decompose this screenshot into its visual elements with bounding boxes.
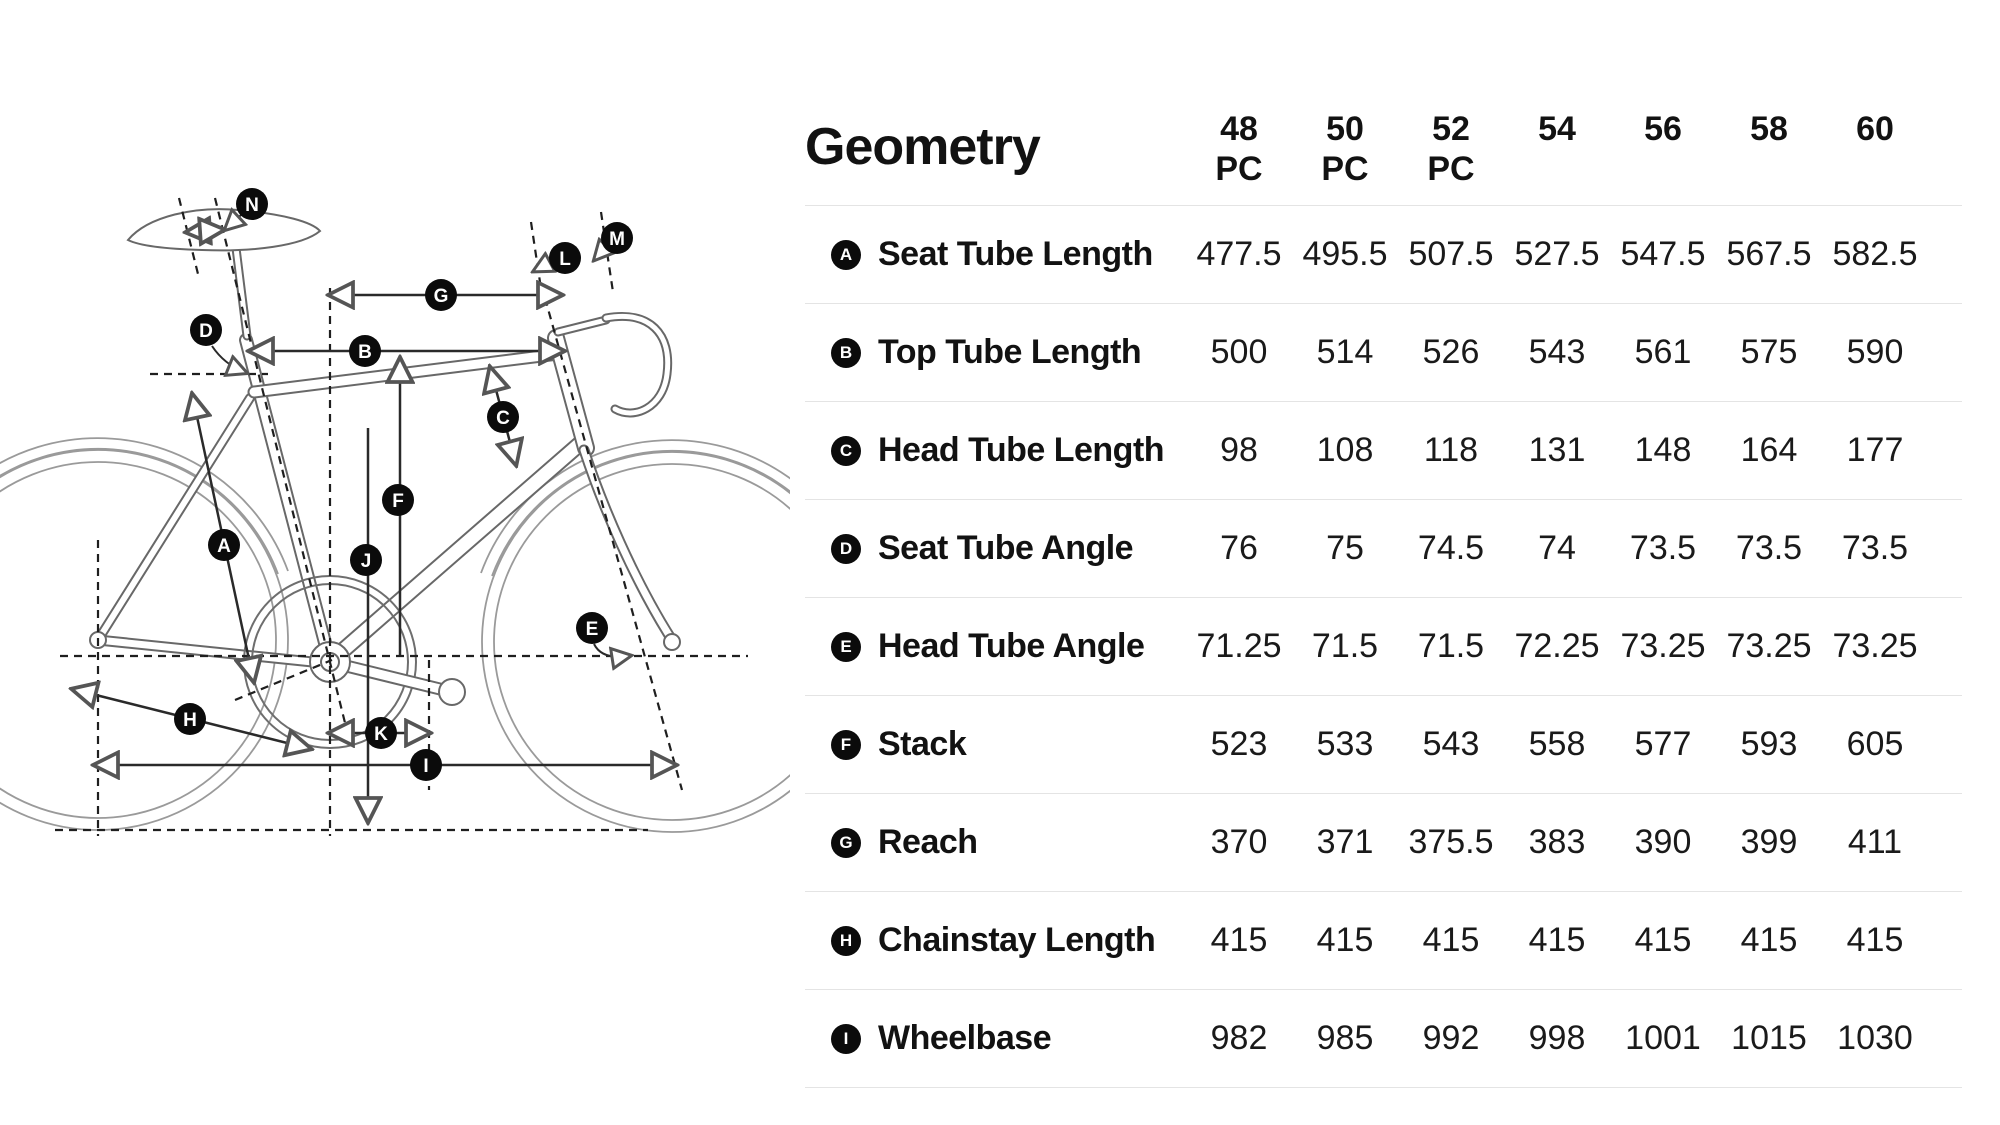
geometry-value: 998: [1528, 1019, 1586, 1057]
geometry-value: 71.25: [1196, 627, 1282, 665]
svg-text:J: J: [360, 551, 372, 572]
diagram-label-n: [236, 188, 268, 220]
geometry-value: 131: [1528, 431, 1586, 469]
geometry-value: 371: [1316, 823, 1374, 861]
row-label: Head Tube Angle: [878, 627, 1145, 665]
geometry-value: 543: [1422, 725, 1480, 763]
geometry-value: 390: [1634, 823, 1692, 861]
geometry-value: 543: [1528, 333, 1586, 371]
diagram-label-g: [425, 279, 457, 311]
table-row: [805, 303, 1962, 401]
row-badge: I: [831, 1024, 861, 1054]
row-label: Seat Tube Angle: [878, 529, 1134, 567]
geometry-value: 533: [1316, 725, 1374, 763]
row-label: Chainstay Length: [878, 921, 1156, 959]
svg-text:B: B: [358, 342, 372, 363]
column-header-58: 58: [1750, 110, 1788, 148]
geometry-value: 495.5: [1302, 235, 1388, 273]
geometry-value: 982: [1210, 1019, 1268, 1057]
geometry-value: 1015: [1731, 1019, 1807, 1057]
geometry-value: 411: [1847, 823, 1903, 861]
page-title: Geometry: [805, 118, 1040, 176]
svg-text:H: H: [183, 710, 197, 731]
geometry-value: 577: [1634, 725, 1692, 763]
table-header: [805, 95, 1962, 189]
column-header-54: 54: [1538, 110, 1576, 148]
svg-text:C: C: [496, 408, 510, 429]
diagram-label-j: [350, 544, 382, 576]
svg-text:D: D: [199, 321, 213, 342]
diagram-label-a: [208, 529, 240, 561]
svg-text:M: M: [609, 229, 625, 250]
row-badge: A: [831, 240, 861, 270]
row-badge: E: [831, 632, 861, 662]
table-row: [805, 597, 1962, 695]
svg-text:E: E: [585, 619, 599, 640]
geometry-value: 527.5: [1514, 235, 1600, 273]
diagram-label-e: [576, 612, 608, 644]
geometry-value: 582.5: [1832, 235, 1918, 273]
row-label: Wheelbase: [878, 1019, 1052, 1057]
geometry-value: 76: [1220, 529, 1258, 567]
geometry-table: [805, 0, 1962, 1125]
geometry-value: 558: [1528, 725, 1586, 763]
geometry-value: 177: [1846, 431, 1904, 469]
svg-text:K: K: [374, 724, 388, 745]
geometry-value: 575: [1740, 333, 1798, 371]
geometry-value: 547.5: [1620, 235, 1706, 273]
row-badge: C: [831, 436, 861, 466]
table-row: [805, 401, 1962, 499]
table-row: [805, 695, 1962, 793]
row-badge: H: [831, 926, 861, 956]
svg-text:A: A: [217, 536, 231, 557]
table-body: [805, 205, 1962, 1088]
geometry-value: 526: [1422, 333, 1480, 371]
diagram-label-h: [174, 703, 206, 735]
svg-text:N: N: [245, 195, 259, 216]
geometry-value: 164: [1740, 431, 1798, 469]
diagram-label-b: [349, 335, 381, 367]
saddle: [128, 209, 320, 250]
geometry-value: 605: [1846, 725, 1904, 763]
row-badge: G: [831, 828, 861, 858]
geometry-value: 108: [1316, 431, 1374, 469]
geometry-value: 72.25: [1514, 627, 1600, 665]
geometry-value: 985: [1316, 1019, 1374, 1057]
table-row: [805, 793, 1962, 891]
geometry-value: 383: [1528, 823, 1586, 861]
diagram-label-d: [190, 314, 222, 346]
row-badge: B: [831, 338, 861, 368]
diagram-label-i: [410, 749, 442, 781]
geometry-value: 74.5: [1417, 529, 1485, 567]
diagram-label-k: [365, 717, 397, 749]
svg-text:F: F: [392, 491, 404, 512]
geometry-value: 561: [1634, 333, 1692, 371]
column-header-56: 56: [1644, 110, 1682, 148]
geometry-value: 1030: [1837, 1019, 1913, 1057]
geometry-value: 399: [1740, 823, 1798, 861]
geometry-value: 1001: [1625, 1019, 1701, 1057]
geometry-value: 73.5: [1735, 529, 1803, 567]
diagram-label-l: [549, 242, 581, 274]
geometry-value: 415: [1634, 921, 1692, 959]
geometry-value: 415: [1846, 921, 1904, 959]
geometry-value: 593: [1740, 725, 1798, 763]
construction-lines: [55, 198, 748, 836]
table-row: [805, 499, 1962, 597]
diagram-label-m: [601, 222, 633, 254]
column-header-52: 52 PC: [1427, 110, 1475, 188]
svg-text:I: I: [423, 756, 429, 777]
geometry-value: 118: [1423, 431, 1479, 469]
geometry-value: 514: [1316, 333, 1374, 371]
geometry-value: 415: [1528, 921, 1586, 959]
row-label: Stack: [878, 725, 967, 763]
table-row: [805, 205, 1962, 303]
row-label: Head Tube Length: [878, 431, 1165, 469]
geometry-value: 370: [1210, 823, 1268, 861]
geometry-value: 73.5: [1629, 529, 1697, 567]
column-header-60: 60: [1856, 110, 1894, 148]
geometry-value: 74: [1538, 529, 1576, 567]
row-label: Reach: [878, 823, 978, 861]
geometry-value: 71.5: [1417, 627, 1485, 665]
geometry-value: 73.25: [1620, 627, 1706, 665]
geometry-value: 992: [1422, 1019, 1480, 1057]
geometry-value: 148: [1634, 431, 1692, 469]
geometry-value: 73.25: [1832, 627, 1918, 665]
bike-geometry-diagram: [0, 0, 790, 880]
geometry-value: 567.5: [1726, 235, 1812, 273]
geometry-value: 415: [1422, 921, 1480, 959]
table-row: [805, 989, 1962, 1088]
diagram-label-f: [382, 484, 414, 516]
geometry-value: 500: [1210, 333, 1268, 371]
geometry-value: 73.25: [1726, 627, 1812, 665]
geometry-value: 523: [1210, 725, 1268, 763]
geometry-value: 375.5: [1408, 823, 1494, 861]
geometry-value: 415: [1316, 921, 1374, 959]
svg-text:L: L: [559, 249, 571, 270]
row-label: Top Tube Length: [878, 333, 1142, 371]
column-header-50: 50 PC: [1321, 110, 1369, 188]
diagram-label-c: [487, 401, 519, 433]
geometry-value: 415: [1740, 921, 1798, 959]
geometry-value: 590: [1846, 333, 1904, 371]
table-row: [805, 891, 1962, 989]
geometry-value: 415: [1210, 921, 1268, 959]
svg-text:G: G: [433, 286, 449, 307]
geometry-value: 507.5: [1408, 235, 1494, 273]
geometry-value: 71.5: [1311, 627, 1379, 665]
geometry-value: 73.5: [1841, 529, 1909, 567]
geometry-value: 98: [1220, 431, 1258, 469]
geometry-value: 477.5: [1196, 235, 1282, 273]
row-badge: D: [831, 534, 861, 564]
geometry-value: 75: [1326, 529, 1364, 567]
row-badge: F: [831, 730, 861, 760]
column-header-48: 48 PC: [1215, 110, 1263, 188]
row-label: Seat Tube Length: [878, 235, 1153, 273]
